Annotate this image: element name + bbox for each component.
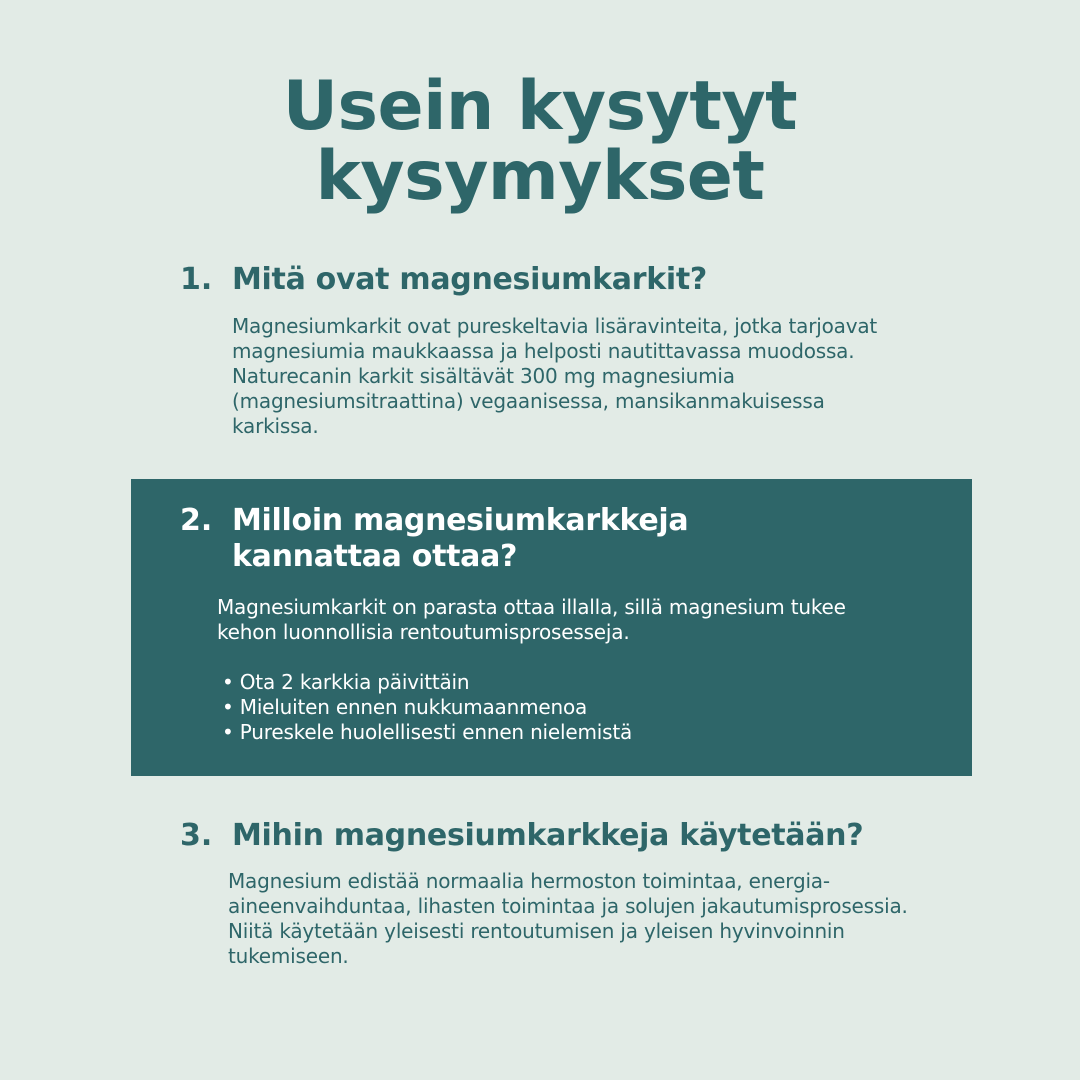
faq-number: 1. [180, 262, 213, 297]
faq-item-2 [180, 503, 940, 745]
page-title-line-1: Usein kysytyt [282, 67, 798, 146]
faq-answer: Magnesiumkarkit on parasta ottaa illalla, sillä magnesium tukee kehon luonnollisia rentoutumisprosesseja. [217, 595, 846, 644]
dosage-list-item: • Ota 2 karkkia päivittäin [222, 670, 940, 695]
page-title [0, 67, 1080, 216]
faq-question: Mihin magnesiumkarkkeja käytetään? [232, 818, 864, 853]
faq-number: 2. [180, 503, 213, 538]
dosage-list [222, 670, 940, 745]
faq-item-3 [180, 818, 960, 989]
faq-answer: Magnesiumkarkit ovat pureskeltavia lisäravinteita, jotka tarjoavat magnesiumia maukkaassa ja helposti nautittavassa muodossa. Naturecanin karkit sisältävät 300 mg magnesiumia (magnesiumsitraattina) vegaanisessa, mansikanmakuisessa karkissa. [232, 314, 878, 438]
faq-item-1 [180, 262, 940, 459]
faq-number: 3. [180, 818, 213, 853]
faq-question: Milloin magnesiumkarkkeja kannattaa ottaa? [232, 503, 689, 574]
dosage-list-item: • Pureskele huolellisesti ennen nielemistä [222, 720, 940, 745]
faq-question: Mitä ovat magnesiumkarkit? [232, 262, 707, 297]
page-title-line-2: kysymykset [315, 137, 765, 216]
faq-question-row [180, 262, 940, 298]
dosage-list-item: • Mieluiten ennen nukkumaanmenoa [222, 695, 940, 720]
faq-question-row [180, 818, 960, 854]
faq-answer: Magnesium edistää normaalia hermoston toimintaa, energia-aineenvaihduntaa, lihasten toimintaa ja solujen jakautumisprosessia. Niitä käytetään yleisesti rentoutumisen ja yleisen hyvinvoinnin tukemiseen. [228, 869, 908, 968]
faq-question-row [180, 503, 940, 575]
